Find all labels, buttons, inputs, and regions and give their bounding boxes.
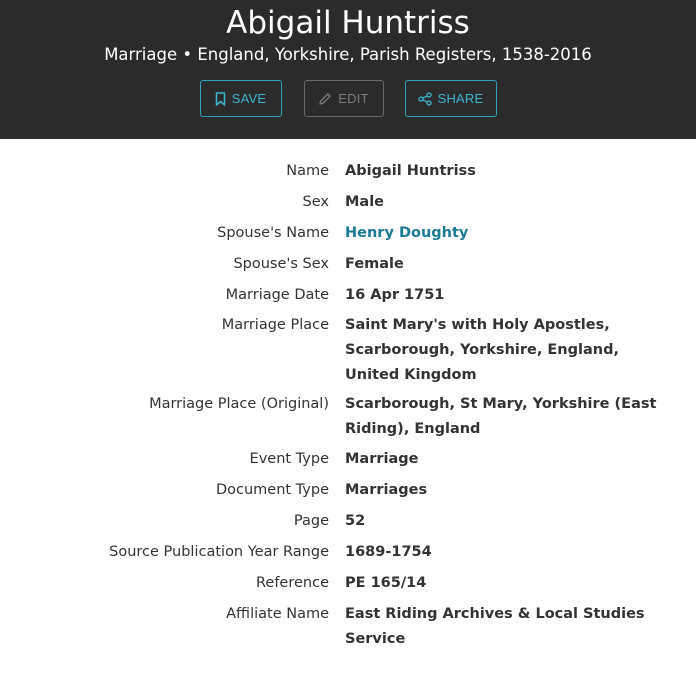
edit-button-label: EDIT: [338, 91, 369, 106]
detail-row-year-range: [0, 540, 696, 565]
detail-label: Page: [293, 513, 329, 529]
detail-row-event-type: [0, 447, 696, 472]
detail-label: Marriage Place (Original): [149, 396, 329, 412]
detail-value: East Riding Archives & Local Studies Service: [345, 606, 645, 647]
detail-row-marriage-place-original: [0, 392, 696, 442]
detail-value: Marriages: [345, 482, 428, 498]
record-details: [0, 139, 696, 652]
detail-label: Marriage Place: [221, 317, 329, 333]
share-button-label: SHARE: [437, 91, 484, 106]
detail-row-marriage-date: [0, 283, 696, 308]
detail-value: Saint Mary's with Holy Apostles, Scarborough, Yorkshire, England, United Kingdom: [345, 317, 619, 383]
detail-row-document-type: [0, 478, 696, 503]
save-button[interactable]: [200, 80, 282, 117]
spouse-name-link[interactable]: Henry Doughty: [345, 225, 469, 241]
detail-row-reference: [0, 571, 696, 596]
detail-row-name: [0, 159, 696, 184]
detail-row-affiliate-name: [0, 602, 696, 652]
detail-label: Affiliate Name: [226, 606, 329, 622]
detail-label: Sex: [302, 194, 329, 210]
detail-row-page: [0, 509, 696, 534]
detail-row-sex: [0, 190, 696, 215]
detail-label: Event Type: [249, 451, 329, 467]
detail-label: Source Publication Year Range: [109, 544, 329, 560]
detail-label: Spouse's Name: [217, 225, 329, 241]
share-button[interactable]: [405, 80, 497, 117]
detail-label: Marriage Date: [225, 287, 329, 303]
bookmark-icon: [215, 92, 226, 106]
share-icon: [418, 92, 432, 106]
record-subtitle: Marriage • England, Yorkshire, Parish Registers, 1538-2016: [104, 45, 592, 64]
save-button-label: SAVE: [231, 91, 267, 106]
detail-row-marriage-place: [0, 313, 696, 388]
detail-value: Female: [345, 256, 404, 272]
detail-value: 1689-1754: [345, 544, 432, 560]
detail-value: 16 Apr 1751: [345, 287, 445, 303]
record-title: Abigail Huntriss: [226, 5, 470, 41]
detail-label: Reference: [255, 575, 329, 591]
detail-value: Scarborough, St Mary, Yorkshire (East Riding), England: [345, 396, 657, 437]
detail-value: Abigail Huntriss: [345, 163, 476, 179]
detail-label: Document Type: [215, 482, 329, 498]
detail-label: Name: [286, 163, 329, 179]
detail-value: PE 165/14: [345, 575, 427, 591]
detail-value: 52: [345, 513, 366, 529]
detail-row-spouse-name: [0, 221, 696, 246]
detail-row-spouse-sex: [0, 252, 696, 277]
detail-value: Male: [345, 194, 385, 210]
pencil-icon: [318, 92, 332, 106]
edit-button[interactable]: [304, 80, 384, 117]
action-bar: [0, 80, 696, 117]
detail-value: Marriage: [345, 451, 419, 467]
detail-label: Spouse's Sex: [233, 256, 329, 272]
record-header: [0, 0, 696, 139]
